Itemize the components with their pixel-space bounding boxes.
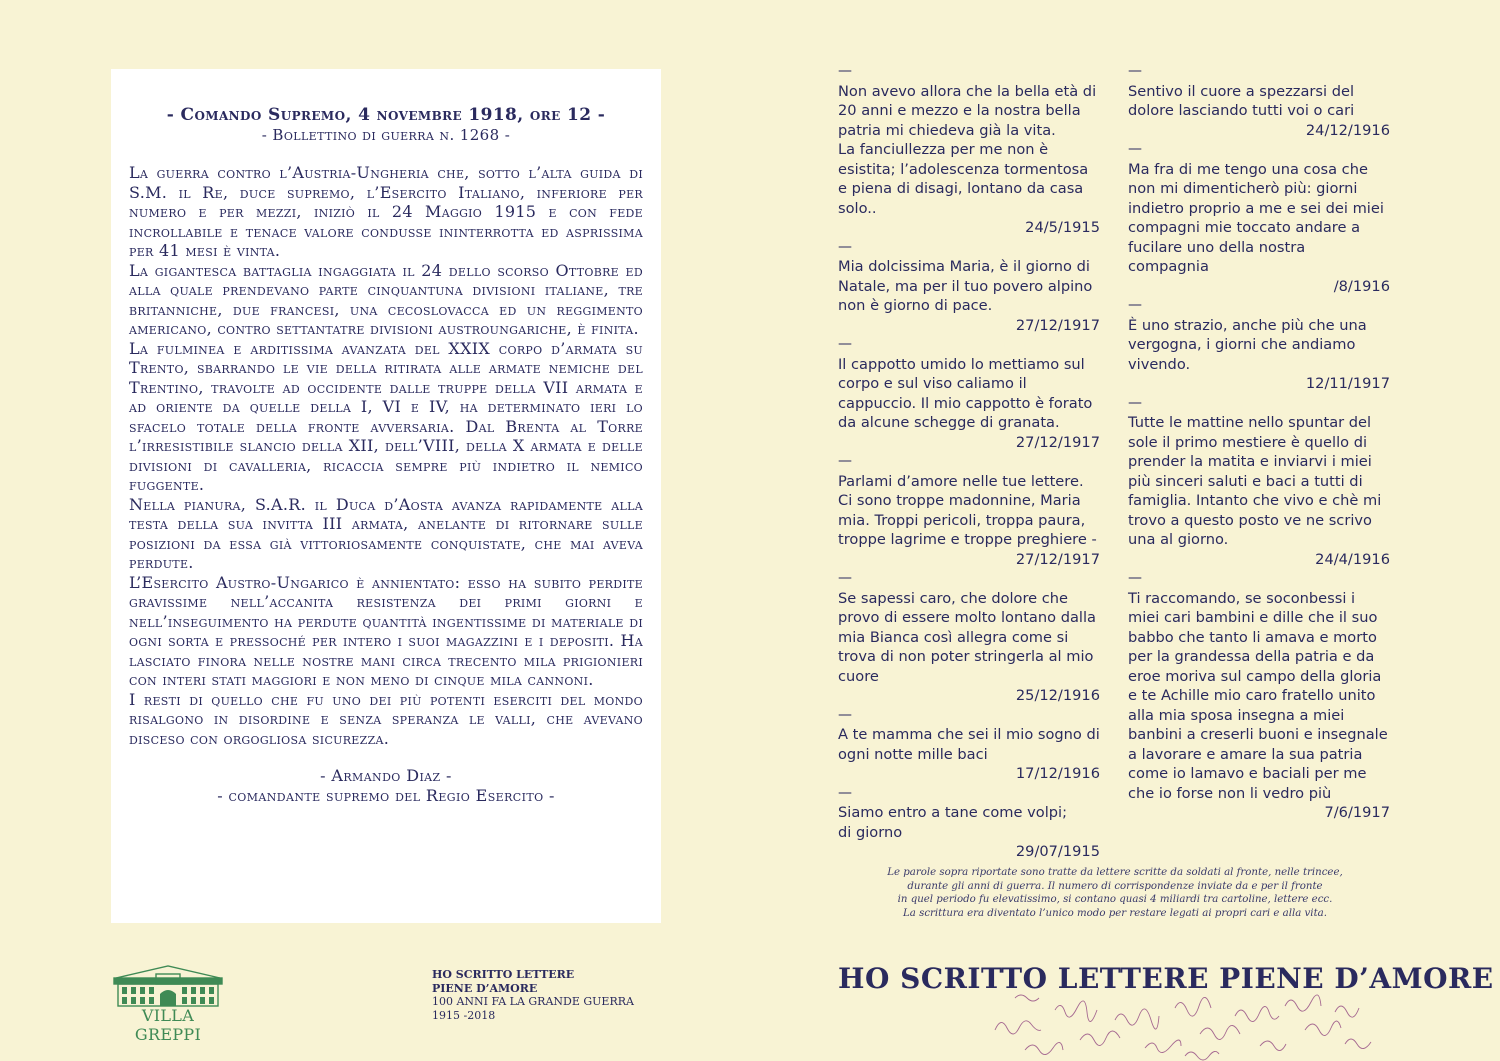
event-info (432, 968, 634, 1022)
letter-date: 7/6/1917 (1324, 804, 1390, 821)
letter-text: Parlami d’amore nelle tue lettere. Ci sono troppe madonnine, Maria mia. Troppi pericoli, troppa paura, troppe lagrime e troppe preghiere - (838, 472, 1097, 548)
letters-column-right (1128, 62, 1390, 823)
letter-date: 12/11/1917 (1305, 375, 1390, 392)
letter-date: 24/5/1915 (1025, 219, 1100, 236)
letter-date: 29/07/1915 (1015, 843, 1100, 860)
signature-role: - comandante supremo del Regio Esercito - (217, 786, 555, 805)
letter-text: Il cappotto umido lo mettiamo sul corpo e sul viso caliamo il cappuccio. Il mio cappotto è forato da alcune schegge di granata. (838, 355, 1093, 431)
letter-date: 27/12/1917 (1015, 316, 1100, 334)
logo-text: VILLA GREPPI (134, 1006, 202, 1044)
bulletin-panel (111, 69, 661, 923)
info-years: 1915 -2018 (432, 1008, 496, 1022)
footnote-line: in quel periodo fu elevatissimo, si contano quasi 4 miliardi tra cartoline, lettere ecc. (897, 894, 1333, 905)
letter-entry (838, 238, 1100, 336)
letter-entry (838, 706, 1100, 784)
letter-dash: — (1128, 394, 1142, 411)
bulletin-header (129, 105, 643, 145)
bulletin-body (129, 163, 643, 748)
letter-dash: — (838, 336, 852, 352)
letter-dash: — (1128, 570, 1142, 586)
letter-text: Mia dolcissima Maria, è il giorno di Natale, ma per il tuo povero alpino non è giorno di pace. (838, 258, 1093, 314)
bulletin-paragraph: I resti di quello che fu uno dei più potenti eserciti del mondo risalgono in disordine e senza speranza le valli, che avevano disceso con orgogliosa sicurezza. (129, 689, 643, 748)
letter-dash: — (1128, 297, 1142, 313)
letter-date: 27/12/1917 (1015, 433, 1100, 451)
footnote-line: Le parole sopra riportate sono tratte da lettere scritte da soldati al fronte, nelle trincee, (887, 867, 1343, 878)
letter-dash: — (1128, 141, 1142, 157)
letter-dash: — (838, 784, 852, 801)
handwriting-decoration (985, 990, 1390, 1061)
letter-entry (1128, 140, 1390, 296)
bulletin-subtitle: - Bollettino di guerra n. 1268 - (261, 126, 511, 144)
letter-entry (838, 335, 1100, 452)
bulletin-title: - Comando Supremo, 4 novembre 1918, ore 12 - (166, 105, 606, 125)
letter-entry (1128, 394, 1390, 570)
letter-date: 25/12/1916 (1015, 687, 1100, 704)
letter-date: 17/12/1916 (1015, 765, 1100, 782)
exhibition-title: HO SCRITTO LETTERE PIENE D’AMORE (838, 962, 1494, 995)
letter-date: 24/12/1916 (1305, 121, 1390, 139)
letter-text: Tutte le mattine nello spuntar del sole il primo mestiere è quello di prender la matita e inviarvi i miei più sinceri saluti e baci a tutti di famiglia. Intanto che vivo e chè mi trovo a questo posto ve ne scrivo una al giorno. (1128, 414, 1382, 548)
info-title-line: PIENE D’AMORE (432, 981, 538, 995)
letter-entry (838, 569, 1100, 706)
bulletin-paragraph: La fulminea e arditissima avanzata del XXIX corpo d’armata su Trento, sbarrando le vie della ritirata alle armate nemiche del Trentino, travolte ad occidente dalle truppe della VII armata e ad oriente da quelle della I, VI e IV, ha determinato ieri lo sfacelo totale della fronte avversaria. Dal Brenta al Torre l’irresistibile slancio della XII, dell’VIII, della X armata e delle divisioni di cavalleria, ricaccia sempre più indietro il nemico fuggente. (129, 338, 643, 494)
letter-entry (1128, 296, 1390, 394)
letter-text: Sentivo il cuore a spezzarsi del dolore lasciando tutti voi o cari (1128, 82, 1355, 119)
letter-entry (838, 62, 1100, 238)
letter-date: 24/4/1916 (1315, 550, 1390, 568)
letter-text: A te mamma che sei il mio sogno di ogni notte mille baci (838, 726, 1100, 763)
bulletin-signature (129, 766, 643, 806)
letter-text: Non avevo allora che la bella età di 20 anni e mezzo e la nostra bella patria mi chiedeva già la vita. La fanciullezza per me non è esistita; l’adolescenza tormentosa e piena di disagi, lontano da casa solo.. (838, 82, 1097, 217)
letter-entry (1128, 569, 1390, 823)
letter-date: 27/12/1917 (1015, 550, 1100, 568)
footnote-line: durante gli anni di guerra. Il numero di corrispondenze inviate da e per il fronte (907, 880, 1323, 892)
letters-column-left (838, 62, 1100, 862)
letter-text: Ti raccomando, se soconbessi i miei cari bambini e dille che il suo babbo che tanto li amava e morto per la grandessa della patria e da eroe moriva sul campo della gloria e te Achille mio caro fratello unito alla mia sposa insegna a miei banbini a creserli buoni e insegnale a lavorare e amare la sua patria come io lamavo e baciali per me che io forse non li vedro più (1128, 589, 1388, 802)
letter-text: Ma fra di me tengo una cosa che non mi dimenticherò più: giorni indietro proprio a me e sei dei miei compagni mie toccato andare a fucilare uno della nostra compagnia (1128, 160, 1384, 275)
bulletin-paragraph: Nella pianura, S.A.R. il Duca d’Aosta avanza rapidamente alla testa della sua invitta III armata, anelante di ritornare sulle posizioni da essa già vittoriosamente conquistate, che mai aveva perdute. (129, 494, 643, 572)
letter-entry (838, 452, 1100, 569)
letter-dash: — (838, 706, 852, 723)
letter-text: Se sapessi caro, che dolore che provo di essere molto lontano dalla mia Bianca così allegra come si trova di non poter stringerla al mio cuore (838, 589, 1096, 685)
info-title-line: HO SCRITTO LETTERE (432, 968, 575, 981)
signature-name: - Armando Diaz - (320, 766, 452, 785)
bulletin-paragraph: La gigantesca battaglia ingaggiata il 24 dello scorso Ottobre ed alla quale prendevano parte cinquantuna divisioni italiane, tre britanniche, due francesi, una cecoslovacca ed un reggimento americano, contro settantatre divisioni austroungariche, è finita. (129, 260, 643, 338)
letter-entry (1128, 62, 1390, 140)
letter-text: Siamo entro a tane come volpi; di giorno (838, 804, 1067, 841)
footnote (870, 866, 1360, 920)
bulletin-paragraph: La guerra contro l’Austria-Ungheria che, sotto l’alta guida di S.M. il Re, duce supremo, l’Esercito Italiano, inferiore per numero e per mezzi, iniziò il 24 Maggio 1915 e con fede incrollabile e tenace valore condusse ininterrotta ed asprissima per 41 mesi è vinta. (129, 163, 643, 260)
letter-dash: — (1128, 63, 1142, 79)
letter-dash: — (838, 570, 852, 586)
info-subtitle: 100 ANNI FA LA GRANDE GUERRA (432, 995, 634, 1008)
bulletin-paragraph: L’Esercito Austro-Ungarico è annientato: esso ha subito perdite gravissime nell’accanita resistenza dei primi giorni e nell’inseguimento ha perdute quantità ingentissime di materiale di ogni sorta e pressoché per intero i suoi magazzini e i depositi. Ha lasciato finora nelle nostre mani circa trecento mila prigionieri con interi stati maggiori e non meno di cinque mila cannoni. (129, 572, 643, 689)
letter-entry (838, 784, 1100, 862)
letter-date: /8/1916 (1333, 277, 1390, 295)
footnote-line: La scrittura era diventato l’unico modo per restare legati ai propri cari e alla vita. (903, 907, 1327, 919)
letter-dash: — (838, 453, 852, 469)
letter-dash: — (838, 238, 852, 255)
letter-dash: — (838, 63, 852, 79)
letter-text: È uno strazio, anche più che una vergogna, i giorni che andiamo vivendo. (1128, 316, 1367, 373)
